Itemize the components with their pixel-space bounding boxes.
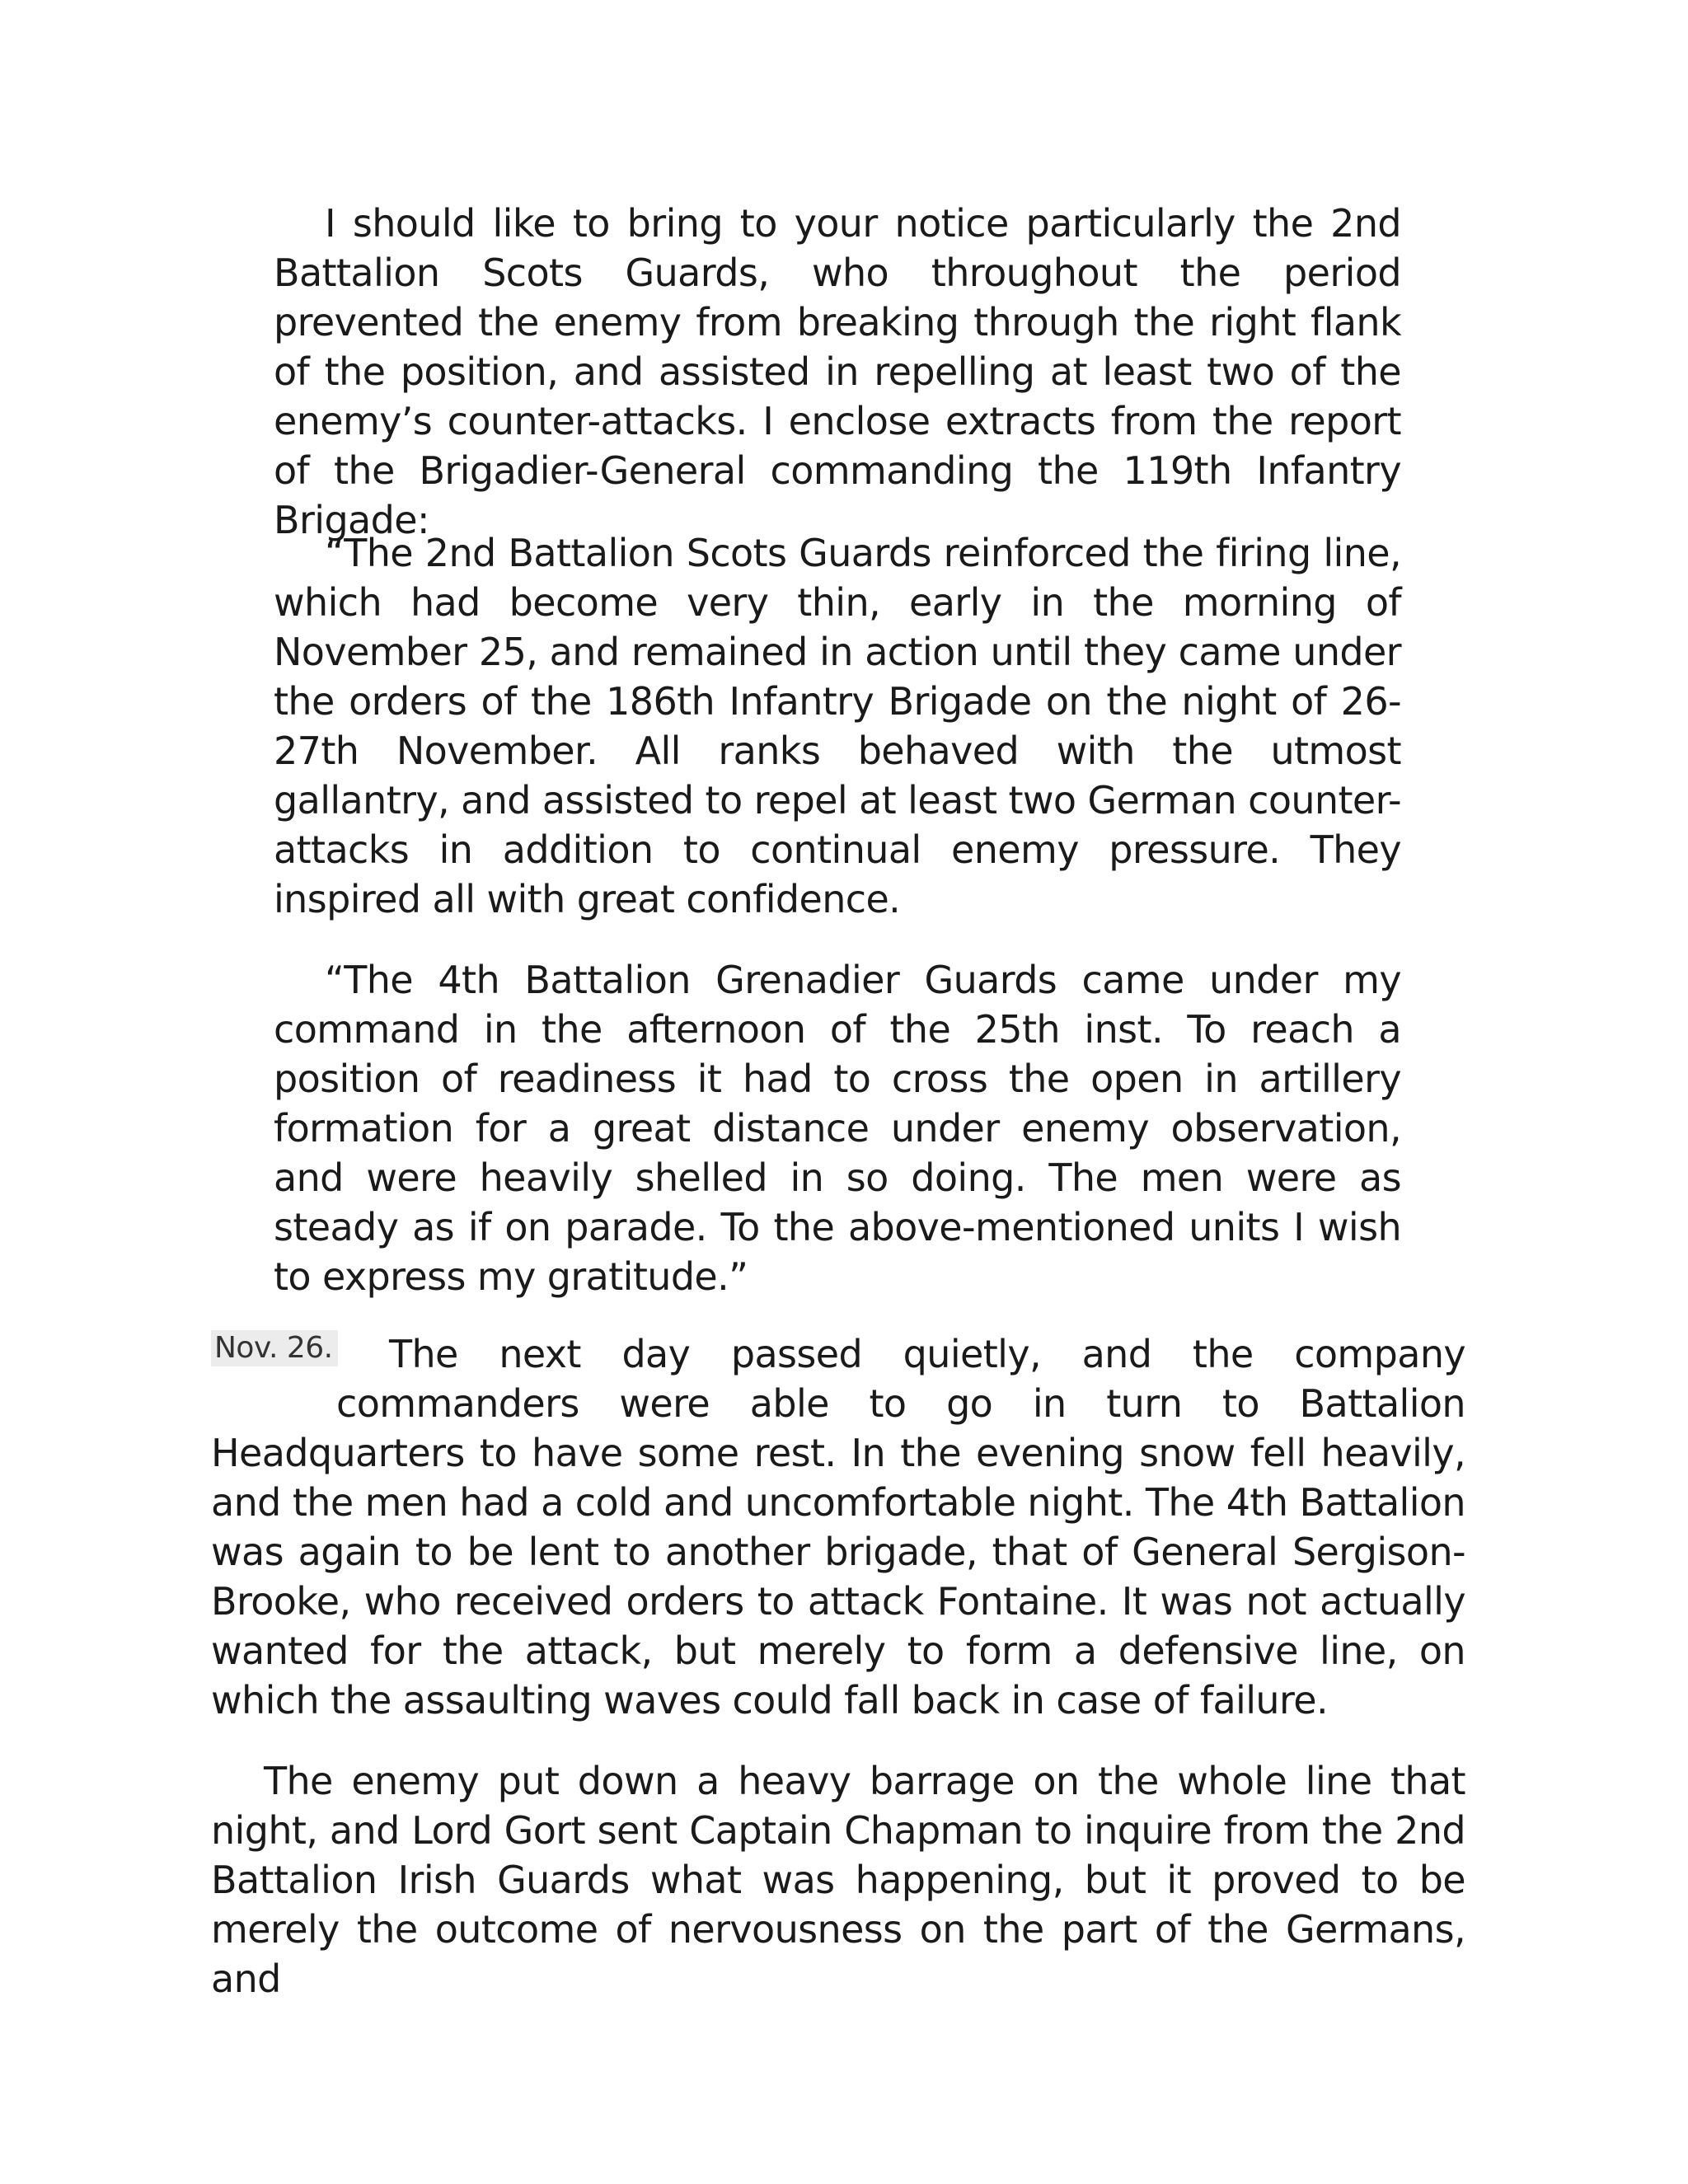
- paragraph-text: “The 2nd Battalion Scots Guards reinforced the firing line, which had become very thin, early in the morning of November 25, and remained in action until they came under the orders of the 186th Infantry Brigade on the night of 26-27th November. All ranks behaved with the utmost gallantry, and assisted to repel at least two German counter-attacks in addition to continual enemy pressure. They inspired all with great confidence.: [274, 531, 1401, 921]
- paragraph-lead-line-2: commanders were able to go in turn to Battalion: [336, 1381, 1465, 1426]
- paragraph-nov-26: [211, 1329, 1465, 1725]
- paragraph-text: The enemy put down a heavy barrage on the whole line that night, and Lord Gort sent Captain Chapman to inquire from the 2nd Battalion Irish Guards what was happening, but it proved to be merely the outcome of nervousness on the part of the Germans, and: [211, 1759, 1465, 2001]
- paragraph-rest: Headquarters to have some rest. In the evening snow fell heavily, and the men had a cold and uncomfortable night. The 4th Battalion was again to be lent to another brigade, that of General Sergison-Brooke, who received orders to attack Fontaine. It was not actually wanted for the attack, but merely to form a defensive line, on which the assaulting waves could fall back in case of failure.: [211, 1431, 1465, 1722]
- date-sidenote: Nov. 26.: [211, 1330, 338, 1366]
- quote-scots-guards-report: [274, 528, 1401, 924]
- paragraph-text: [211, 1329, 1465, 1725]
- paragraph-lead-line-1: The next day passed quietly, and the company: [389, 1332, 1465, 1376]
- paragraph-text: I should like to bring to your notice particularly the 2nd Battalion Scots Guards, who throughout the period prevented the enemy from breaking through the right flank of the position, and assisted in repelling at least two of the enemy’s counter-attacks. I enclose extracts from the report of the Brigadier-General commanding the 119th Infantry Brigade:: [274, 201, 1401, 542]
- paragraph-scots-guards-notice: [274, 199, 1401, 545]
- paragraph-text: “The 4th Battalion Grenadier Guards came under my command in the afternoon of the 25th inst. To reach a position of readiness it had to cross the open in artillery formation for a great distance under enemy observation, and were heavily shelled in so doing. The men were as steady as if on parade. To the above-mentioned units I wish to express my gratitude.”: [274, 958, 1401, 1299]
- paragraph-barrage: [211, 1756, 1465, 2004]
- quote-grenadier-guards-report: [274, 955, 1401, 1301]
